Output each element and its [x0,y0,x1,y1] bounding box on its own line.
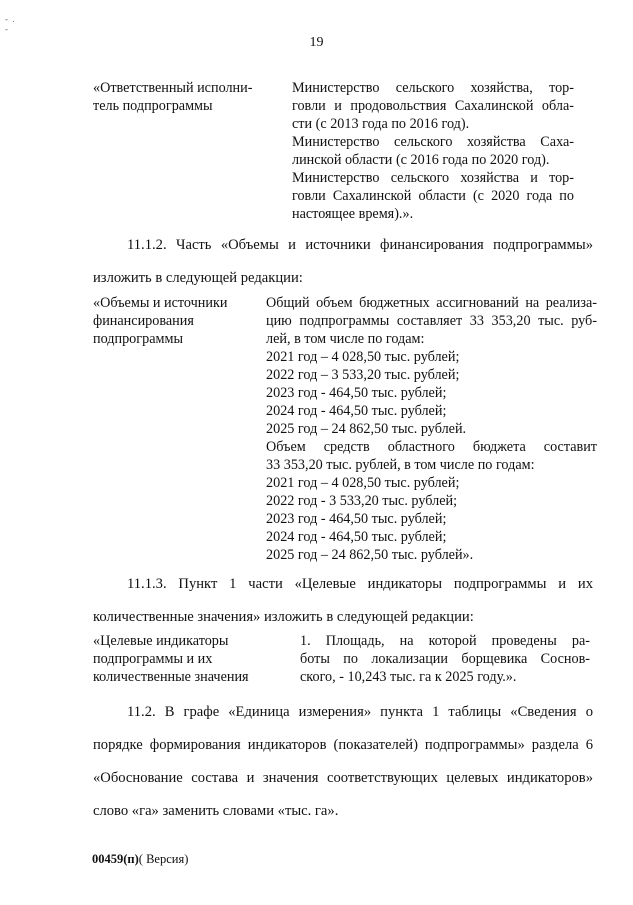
corner-mark: - . - [5,14,16,34]
block2-value-line: Объем средств областного бюджета составит [266,439,597,455]
block2-label [93,294,258,348]
block2-label-line: финансирования [93,313,194,329]
block2-value-line: 2025 год – 24 862,50 тыс. рублей». [266,547,474,563]
block3-value [300,632,590,686]
block3-label-line: «Целевые индикаторы [93,633,229,649]
block1-value-line: настоящее время).». [292,206,414,222]
block1-label [93,79,273,115]
block2-value-line: 2024 год - 464,50 тыс. рублей; [266,529,447,545]
block2-value-line: 2022 год – 3 533,20 тыс. рублей; [266,367,460,383]
block1-value-line: линской области (с 2016 года по 2020 год). [292,152,550,168]
paragraph-line: 11.1.3. Пункт 1 части «Целевые индикаторы подпрограммы и их [127,576,593,592]
paragraph-line: изложить в следующей редакции: [93,270,303,286]
block3-value-line: боты по локализации борщевика Соснов- [300,651,590,667]
block2-label-line: «Объемы и источники [93,295,228,311]
block2-value-line: 2023 год - 464,50 тыс. рублей; [266,385,447,401]
block3-value-line: ского, - 10,243 тыс. га к 2025 году.». [300,669,517,685]
block1-label-line: тель подпрограммы [93,98,213,114]
block2-value-line: Общий объем бюджетных ассигнований на реализа- [266,295,597,311]
paragraph-line: порядке формирования индикаторов (показателей) подпрограммы» раздела 6 [93,737,593,753]
paragraph-line: 11.2. В графе «Единица измерения» пункта 1 таблицы «Сведения о [127,704,593,720]
block1-value-line: сти (с 2013 года по 2016 год). [292,116,470,132]
block2-value-line: 2025 год – 24 862,50 тыс. рублей. [266,421,467,437]
document-code: 00459(п) [92,852,139,866]
document-version: ( Версия) [138,852,189,866]
block3-value-line: 1. Площадь, на которой проведены ра- [300,633,590,649]
block2-value-line: 2021 год – 4 028,50 тыс. рублей; [266,475,460,491]
block2-value-line: 2024 год - 464,50 тыс. рублей; [266,403,447,419]
block2-value-line: 2022 год - 3 533,20 тыс. рублей; [266,493,458,509]
block1-label-line: «Ответственный исполни- [93,80,253,96]
block2-value-line: лей, в том числе по годам: [266,331,425,347]
block2-value-line: цию подпрограммы составляет 33 353,20 тыс. руб- [266,313,597,329]
block3-label-line: подпрограммы и их [93,651,213,667]
block2-value-line: 2023 год - 464,50 тыс. рублей; [266,511,447,527]
paragraph-11-2 [93,696,593,828]
block2-value-line: 33 353,20 тыс. рублей, в том числе по годам: [266,457,535,473]
block1-value-line: Министерство сельского хозяйства и тор- [292,170,574,186]
paragraph-11-1-3 [93,568,593,634]
paragraph-11-1-2 [93,229,593,295]
block3-label [93,632,283,686]
document-footer [92,851,188,867]
block1-value-line: Министерство сельского хозяйства Саха- [292,134,574,150]
page-number: 19 [309,35,324,50]
paragraph-line: слово «га» заменить словами «тыс. га». [93,803,339,819]
paragraph-line: количественные значения» изложить в следующей редакции: [93,609,474,625]
block1-value-line: говли Сахалинской области (с 2020 года по [292,188,574,204]
block3-label-line: количественные значения [93,669,249,685]
block1-value [292,79,574,223]
block2-value-line: 2021 год – 4 028,50 тыс. рублей; [266,349,460,365]
block2-value [266,294,597,564]
block2-label-line: подпрограммы [93,331,183,347]
block1-value-line: говли и продовольствия Сахалинской обла- [292,98,574,114]
paragraph-line: 11.1.2. Часть «Объемы и источники финансирования подпрограммы» [127,237,593,253]
paragraph-line: «Обоснование состава и значения соответствующих целевых индикаторов» [93,770,593,786]
block1-value-line: Министерство сельского хозяйства, тор- [292,80,574,96]
